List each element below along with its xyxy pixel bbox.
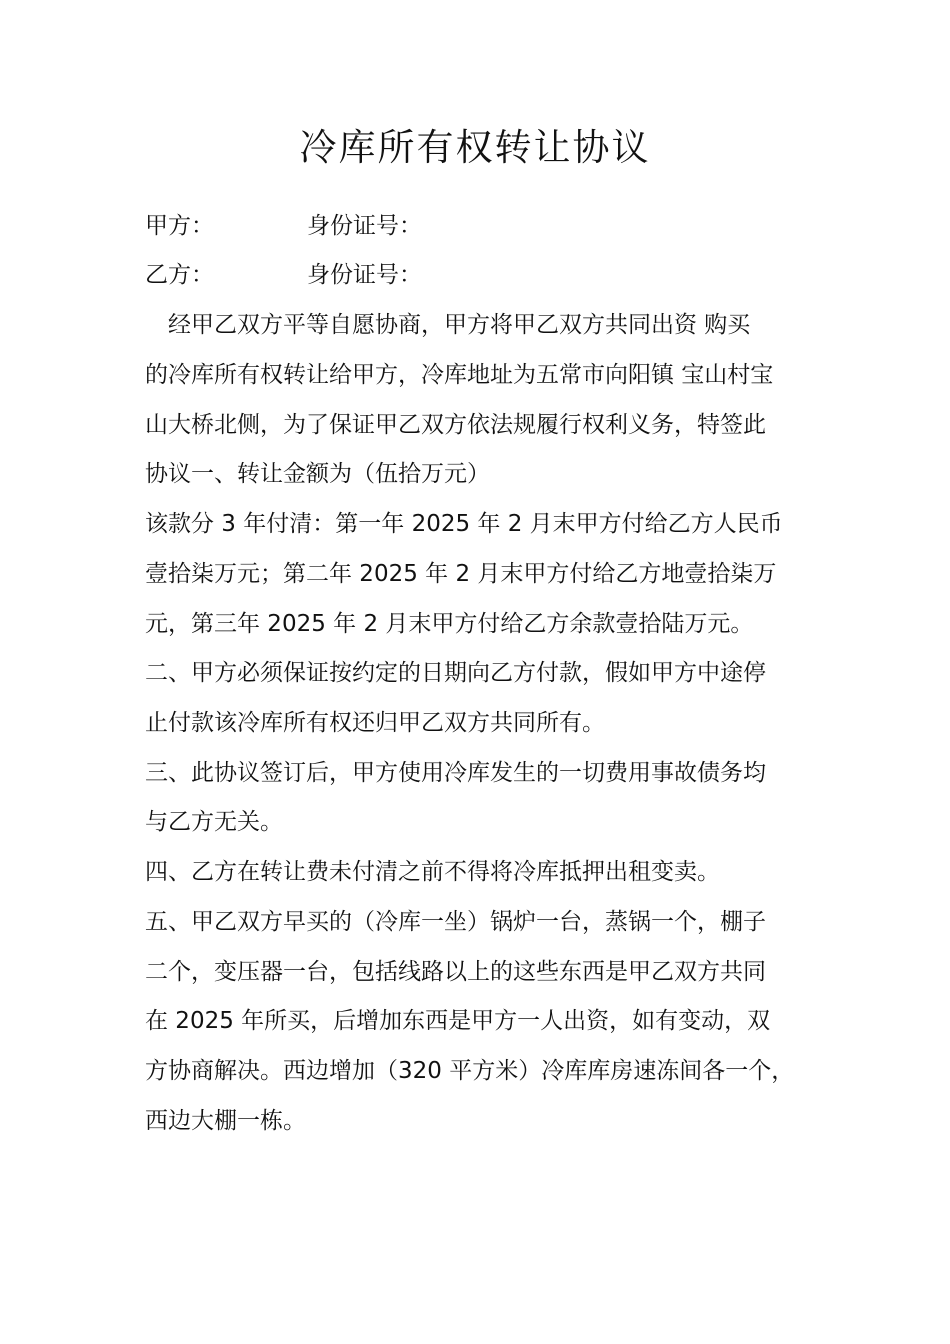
body-line: 西边大棚一栋。: [145, 1108, 306, 1134]
body-line: 二个，变压器一台，包括线路以上的这些东西是甲乙双方共同: [145, 959, 766, 985]
party-b-line: [145, 258, 422, 292]
body-line: 壹拾柒万元；第二年 2025 年 2 月末甲方付给乙方地壹拾柒万: [145, 561, 777, 587]
party-a-line: [145, 209, 422, 243]
body-line: 协议一、转让金额为（伍拾万元）: [145, 461, 490, 487]
party-a-label: 甲方：: [145, 213, 214, 239]
body-line: 的冷库所有权转让给甲方，冷库地址为五常市向阳镇 宝山村宝: [145, 362, 774, 388]
party-a-id-label: 身份证号：: [307, 213, 422, 239]
body-line: 该款分 3 年付清：第一年 2025 年 2 月末甲方付给乙方人民币: [145, 511, 783, 537]
body-line: 止付款该冷库所有权还归甲乙双方共同所有。: [145, 710, 605, 736]
body-line: 四、乙方在转让费未付清之前不得将冷库抵押出租变卖。: [145, 859, 720, 885]
body-line: 经甲乙双方平等自愿协商，甲方将甲乙双方共同出资 购买: [145, 312, 751, 338]
body-line: 三、此协议签订后，甲方使用冷库发生的一切费用事故债务均: [145, 760, 766, 786]
party-b-label: 乙方：: [145, 262, 214, 288]
body-line: 二、甲方必须保证按约定的日期向乙方付款，假如甲方中途停: [145, 660, 766, 686]
body-line: 元，第三年 2025 年 2 月末甲方付给乙方余款壹拾陆万元。: [145, 611, 754, 637]
body-line: 山大桥北侧，为了保证甲乙双方依法规履行权利义务，特签此: [145, 412, 766, 438]
party-b-id-label: 身份证号：: [307, 262, 422, 288]
body-line: 方协商解决。西边增加（320 平方米）冷库库房速冻间各一个，: [145, 1058, 795, 1084]
document-title: 冷库所有权转让协议: [299, 126, 651, 169]
body-line: 在 2025 年所买，后增加东西是甲方一人出资，如有变动，双: [145, 1008, 771, 1034]
body-line: 与乙方无关。: [145, 809, 283, 835]
body-line: 五、甲乙双方早买的（冷库一坐）锅炉一台，蒸锅一个，棚子: [145, 909, 766, 935]
